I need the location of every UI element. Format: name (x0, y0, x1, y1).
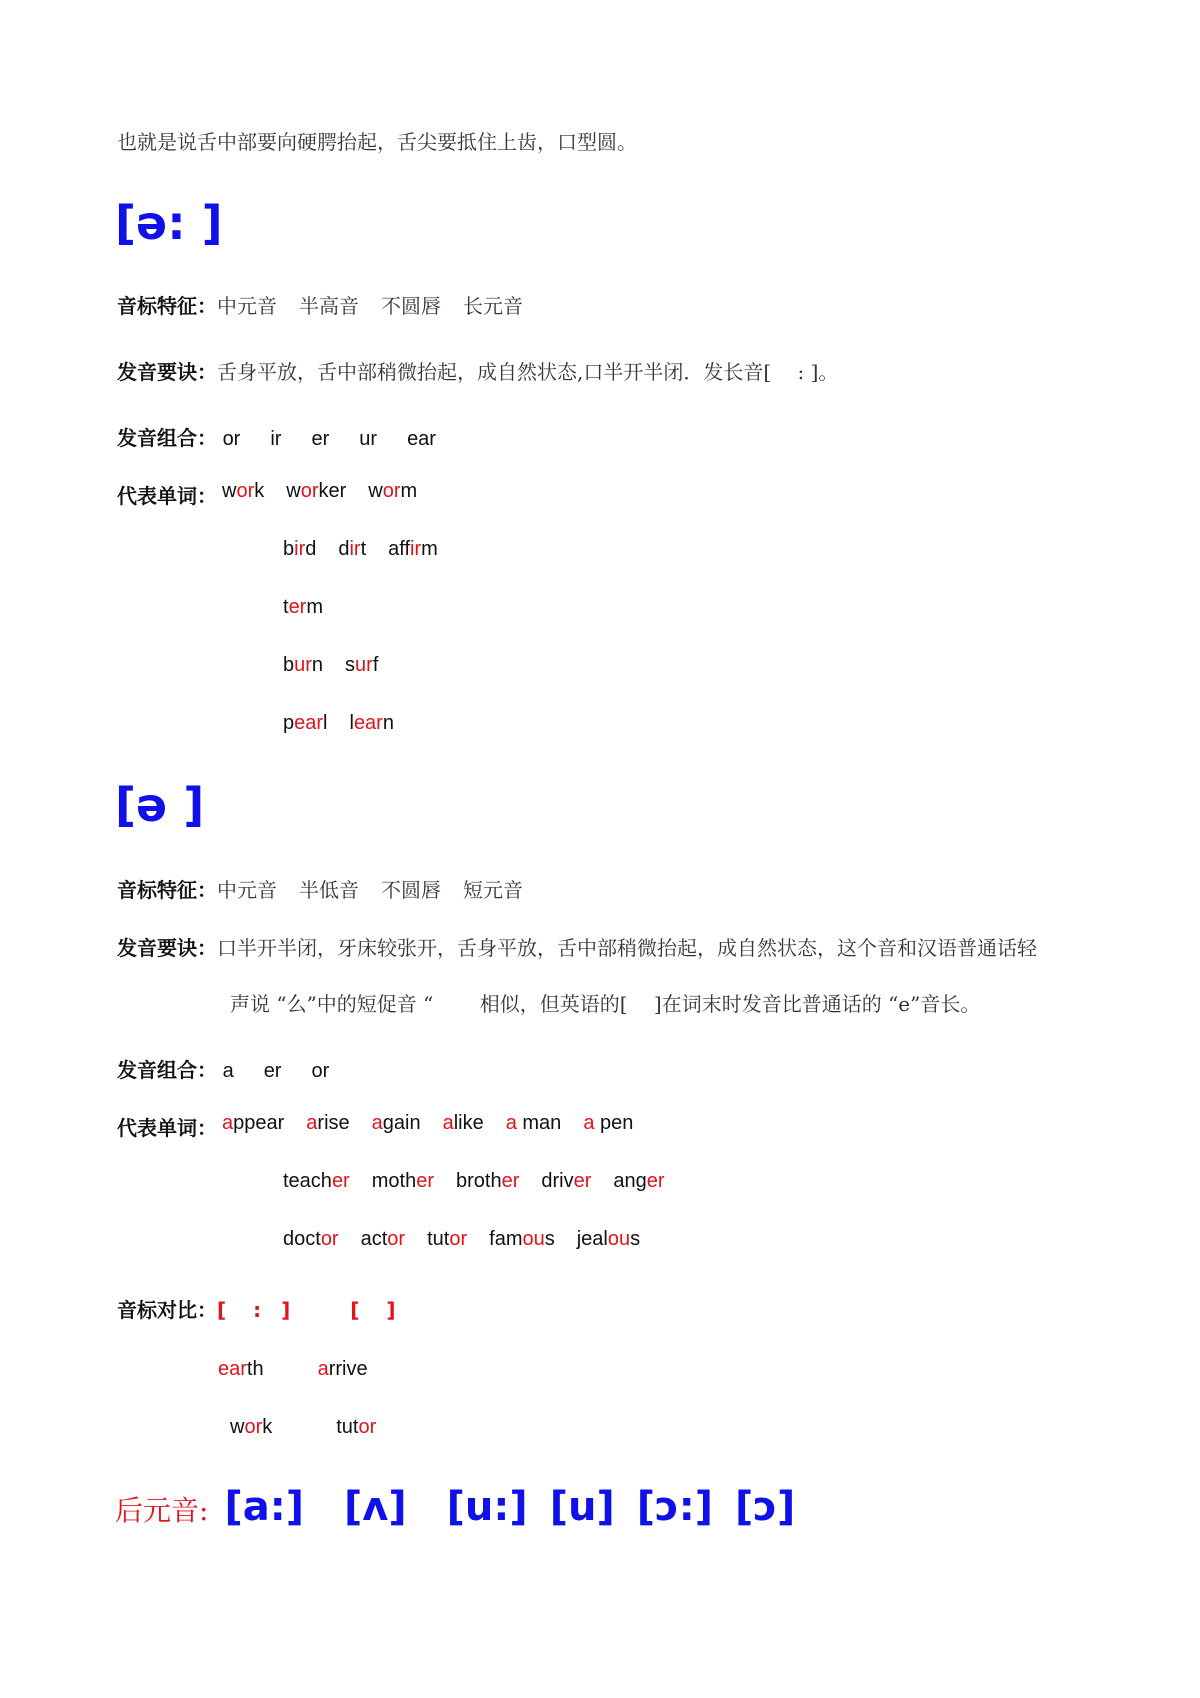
section1-tip (117, 356, 838, 385)
example-word: anger (613, 1170, 665, 1192)
example-word: bird (283, 538, 317, 560)
example-word: pearl (283, 712, 328, 734)
feature-item: 短元音 (463, 878, 523, 902)
example-word: tutor (427, 1228, 468, 1250)
vowel-symbol: [ɔ:] (636, 1484, 714, 1530)
highlighted-letters: ear (294, 712, 324, 734)
word-row (283, 654, 378, 677)
feature-item: 半低音 (299, 878, 359, 902)
section2-words-label-row (117, 1112, 217, 1141)
tip-text-line1: 口半开半闭，牙床较张开，舌身平放，舌中部稍微抬起，成自然状态，这个音和汉语普通话轻 (217, 936, 1037, 960)
highlighted-letters: er (501, 1170, 520, 1192)
word-row (222, 1112, 633, 1135)
section1-words-label-row (117, 480, 217, 509)
back-vowels (115, 1484, 795, 1530)
combo-item: er (311, 428, 330, 450)
highlighted-letters: ur (294, 654, 312, 676)
example-word: brother (456, 1170, 520, 1192)
feature-item: 中元音 (217, 878, 277, 902)
highlighted-letters: a (442, 1112, 454, 1134)
compare-row (117, 1294, 396, 1323)
highlighted-letters: ir (410, 538, 422, 560)
example-word: arise (306, 1112, 350, 1134)
compare-words-row (218, 1358, 368, 1381)
highlighted-letters: ou (522, 1228, 545, 1250)
example-word: driver (541, 1170, 592, 1192)
word-row (283, 1228, 640, 1251)
example-word: earth (218, 1358, 264, 1380)
example-word: affirm (388, 538, 438, 560)
feature-label: 音标特征： (117, 294, 217, 318)
tip-text-line2: 声说 “么”中的短促音 “ 相似，但英语的[ ]在词末时发音比普通话的 “e”音长。 (230, 992, 981, 1016)
word-row (283, 1170, 665, 1193)
vowel-symbol: [a:] (224, 1484, 304, 1530)
section2-tip (117, 932, 1037, 961)
compare-label: 音标对比： (117, 1298, 217, 1322)
example-word: tutor (336, 1416, 377, 1438)
feature-item: 不圆唇 (381, 294, 441, 318)
highlighted-letters: er (288, 596, 307, 618)
intro-text: 也就是说舌中部要向硬腭抬起，舌尖要抵住上齿，口型圆。 (117, 130, 637, 154)
combo-item: ir (270, 428, 282, 450)
section1-combos (117, 422, 436, 451)
compare-symbol-b: [ ] (350, 1298, 396, 1322)
example-word: a pen (583, 1112, 634, 1134)
combo-item: or (311, 1060, 330, 1082)
example-word: term (283, 596, 324, 618)
word-row (222, 480, 417, 503)
example-word: actor (360, 1228, 406, 1250)
highlighted-letters: er (331, 1170, 350, 1192)
combo-item: a (222, 1060, 234, 1082)
highlighted-letters: ear (218, 1358, 247, 1380)
highlighted-letters: a (505, 1112, 517, 1134)
tip-label: 发音要诀： (117, 360, 217, 384)
combo-label: 发音组合： (117, 426, 217, 450)
example-word: mother (371, 1170, 434, 1192)
feature-item: 半高音 (299, 294, 359, 318)
highlighted-letters: or (358, 1416, 377, 1438)
words-label: 代表单词： (117, 1116, 217, 1140)
example-word: burn (283, 654, 324, 676)
example-word: alike (442, 1112, 484, 1134)
highlighted-letters: or (300, 480, 319, 502)
combo-item: or (222, 428, 241, 450)
highlighted-letters: or (244, 1416, 263, 1438)
combo-label: 发音组合： (117, 1058, 217, 1082)
highlighted-letters: or (387, 1228, 406, 1250)
highlighted-letters: a (222, 1112, 234, 1134)
example-word: jealous (576, 1228, 641, 1250)
highlighted-letters: a (317, 1358, 329, 1380)
section2-combos (117, 1054, 329, 1083)
vowel-symbol: [u] (549, 1484, 615, 1530)
feature-item: 中元音 (217, 294, 277, 318)
example-word: doctor (283, 1228, 339, 1250)
vowel-symbol: [ʌ] (344, 1484, 407, 1530)
word-row (283, 538, 438, 561)
tip-label: 发音要诀： (117, 936, 217, 960)
feature-label: 音标特征： (117, 878, 217, 902)
highlighted-letters: ou (607, 1228, 631, 1250)
compare-words-row (230, 1416, 376, 1439)
word-row (283, 596, 323, 619)
example-word: worm (368, 480, 418, 502)
example-word: dirt (338, 538, 367, 560)
example-word: appear (222, 1112, 285, 1134)
feature-item: 不圆唇 (381, 878, 441, 902)
combo-item: er (263, 1060, 282, 1082)
highlighted-letters: a (583, 1112, 595, 1134)
highlighted-letters: er (646, 1170, 665, 1192)
section1-features (117, 290, 523, 319)
highlighted-letters: ur (355, 654, 373, 676)
highlighted-letters: ir (349, 538, 361, 560)
example-word: famous (489, 1228, 555, 1250)
highlighted-letters: or (449, 1228, 468, 1250)
highlighted-letters: a (306, 1112, 318, 1134)
example-word: worker (286, 480, 347, 502)
words-label: 代表单词： (117, 484, 217, 508)
tip-text: 舌身平放，舌中部稍微抬起，成自然状态,口半开半闭．发长音[ : ]。 (217, 360, 839, 384)
highlighted-letters: ir (294, 538, 306, 560)
combo-item: ear (407, 428, 436, 450)
section2-symbol: [ə ] (115, 778, 205, 832)
example-word: arrive (317, 1358, 368, 1380)
example-word: learn (349, 712, 394, 734)
section2-features (117, 874, 523, 903)
feature-item: 长元音 (463, 294, 523, 318)
highlighted-letters: or (320, 1228, 339, 1250)
example-word: teacher (283, 1170, 350, 1192)
vowel-symbol: [ɔ] (735, 1484, 796, 1530)
example-word: again (371, 1112, 421, 1134)
example-word: surf (345, 654, 379, 676)
highlighted-letters: or (236, 480, 255, 502)
highlighted-letters: er (416, 1170, 434, 1192)
word-row (283, 712, 394, 735)
example-word: work (230, 1416, 273, 1438)
highlighted-letters: or (382, 480, 401, 502)
highlighted-letters: er (573, 1170, 592, 1192)
example-word: work (222, 480, 265, 502)
combo-item: ur (359, 428, 378, 450)
vowel-symbol: [u:] (446, 1484, 528, 1530)
back-vowels-label: 后元音: (115, 1494, 209, 1527)
highlighted-letters: ear (353, 712, 383, 734)
section1-symbol: [ə: ] (115, 196, 223, 250)
highlighted-letters: a (371, 1112, 383, 1134)
example-word: a man (505, 1112, 562, 1134)
compare-symbol-a: [ : ] (217, 1298, 291, 1322)
